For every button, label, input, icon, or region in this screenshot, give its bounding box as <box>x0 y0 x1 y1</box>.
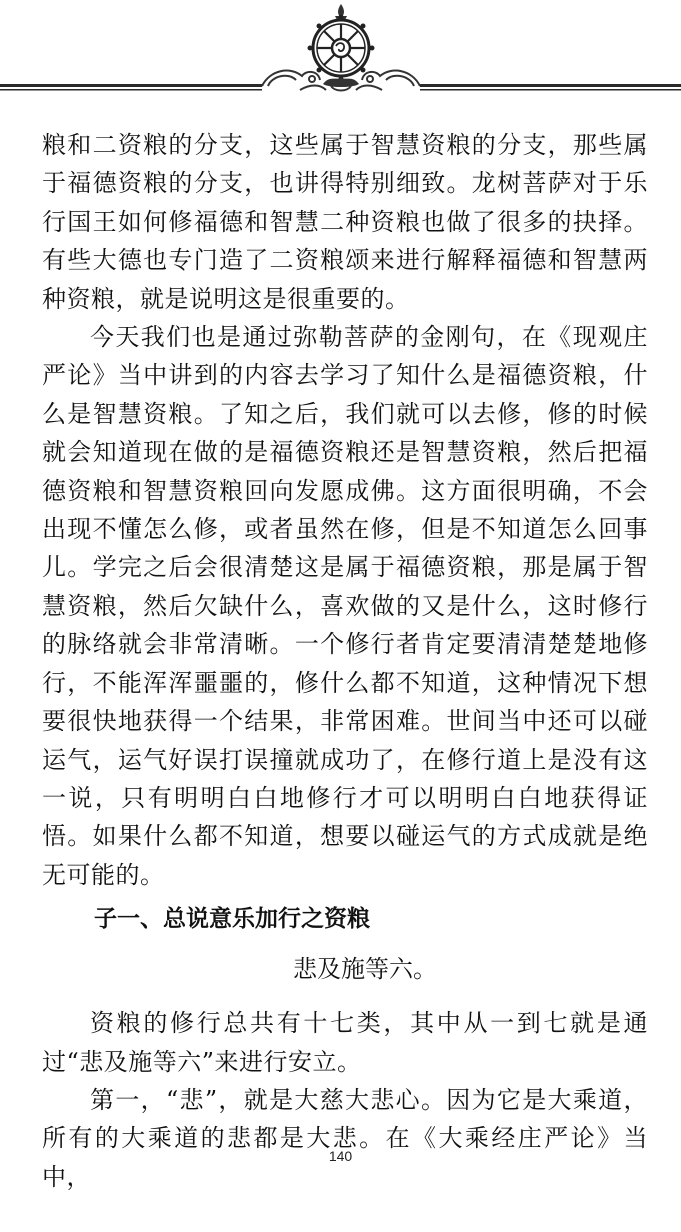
paragraph-1: 粮和二资粮的分支，这些属于智慧资粮的分支，那些属于福德资粮的分支，也讲得特别细致。龙树菩萨对于乐行国王如何修福德和智慧二种资粮也做了很多的抉择。有些大德也专门造了二资粮颂来进行解释福德和智慧两种资粮，就是说明这是很重要的。 <box>42 131 648 313</box>
header-ornament <box>0 0 681 112</box>
paragraph-2: 今天我们也是通过弥勒菩萨的金刚句，在《现观庄严论》当中讲到的内容去学习了知什么是福德资粮，什么是智慧资粮。了知之后，我们就可以去修，修的时候就会知道现在做的是福德资粮还是智慧资粮，然后把福德资粮和智慧资粮回向发愿成佛。这方面很明确，不会出现不懂怎么修，或者虽然在修，但是不知道怎么回事儿。学完之后会很清楚这是属于福德资粮，那是属于智慧资粮，然后欠缺什么，喜欢做的又是什么，这时修行的脉络就会非常清晰。一个修行者肯定要清清楚楚地修行，不能浑浑噩噩的，修什么都不知道，这种情况下想要很快地获得一个结果，非常困难。世间当中还可以碰运气，运气好误打误撞就成功了，在修行道上是没有这一说，只有明明白白地修行才可以明明白白地获得证悟。如果什么都不知道，想要以碰运气的方式成就是绝无可能的。 <box>42 323 648 889</box>
header-rule-right <box>420 84 681 91</box>
paragraph-3: 资粮的修行总共有十七类，其中从一到七就是通过“悲及施等六”来进行安立。 <box>42 1009 648 1076</box>
cloud-scroll-right-icon <box>356 71 420 90</box>
page-number: 140 <box>328 1148 353 1164</box>
paragraph-4: 第一，“悲”，就是大慈大悲心。因为它是大乘道，所有的大乘道的悲都是大悲。在《大乘经庄严论》当中， <box>42 1085 648 1191</box>
page-body <box>42 126 648 1196</box>
section-heading: 子一、总说意乐加行之资粮 <box>94 906 370 933</box>
dharma-wheel-icon <box>308 4 375 91</box>
header-rule-left <box>0 84 262 91</box>
root-verse: 悲及施等六。 <box>293 955 437 984</box>
cloud-scroll-left-icon <box>262 71 326 90</box>
